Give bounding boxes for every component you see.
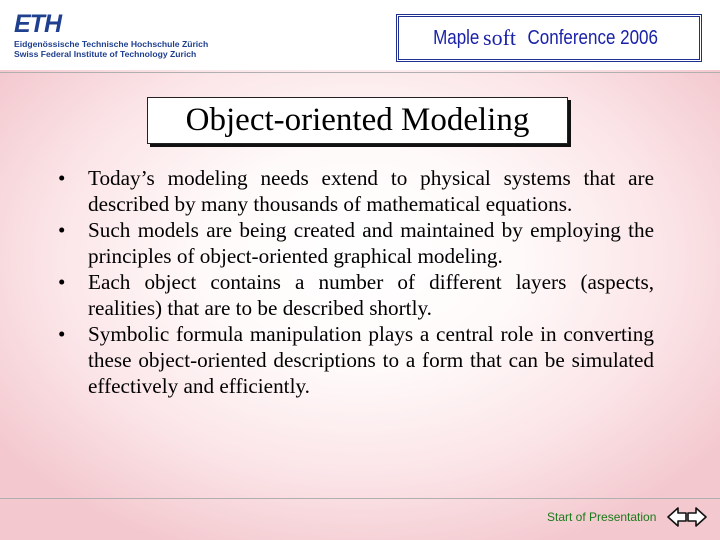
bullet-marker: • <box>58 322 66 346</box>
bullet-text: Such models are being created and maintained by employing the principles of object-oriented graphical modeling. <box>88 218 654 268</box>
bullet-text: Symbolic formula manipulation plays a central role in converting these object-oriented descriptions to a form that can be simulated effectively and efficiently. <box>88 322 654 398</box>
header-divider <box>0 72 720 73</box>
left-right-arrows-icon[interactable] <box>667 506 707 528</box>
conference-year: Conference 2006 <box>527 26 658 49</box>
bullet-marker: • <box>58 166 66 190</box>
conference-banner <box>396 14 702 62</box>
bullet-text: Each object contains a number of different layers (aspects, realities) that are to be described shortly. <box>88 270 654 320</box>
start-of-presentation-link[interactable]: Start of Presentation <box>547 510 657 524</box>
bullet-item <box>58 217 654 269</box>
bullet-item <box>58 269 654 321</box>
bullet-item <box>58 165 654 217</box>
eth-logo <box>14 12 214 64</box>
bullet-marker: • <box>58 218 66 242</box>
bullet-marker: • <box>58 270 66 294</box>
bullet-text: Today’s modeling needs extend to physical systems that are described by many thousands of mathematical equations. <box>88 166 654 216</box>
eth-logo-mark: ETH <box>14 10 61 38</box>
eth-logo-line-german: Eidgenössische Technische Hochschule Zürich <box>14 39 209 49</box>
bullet-list <box>58 165 654 399</box>
eth-logo-line-english: Swiss Federal Institute of Technology Zurich <box>14 49 197 59</box>
conference-soft: soft <box>483 25 517 50</box>
conference-maple: Maple <box>432 26 479 49</box>
bullet-item <box>58 321 654 399</box>
footer-divider <box>0 498 720 499</box>
slide-title: Object-oriented Modeling <box>147 97 568 144</box>
